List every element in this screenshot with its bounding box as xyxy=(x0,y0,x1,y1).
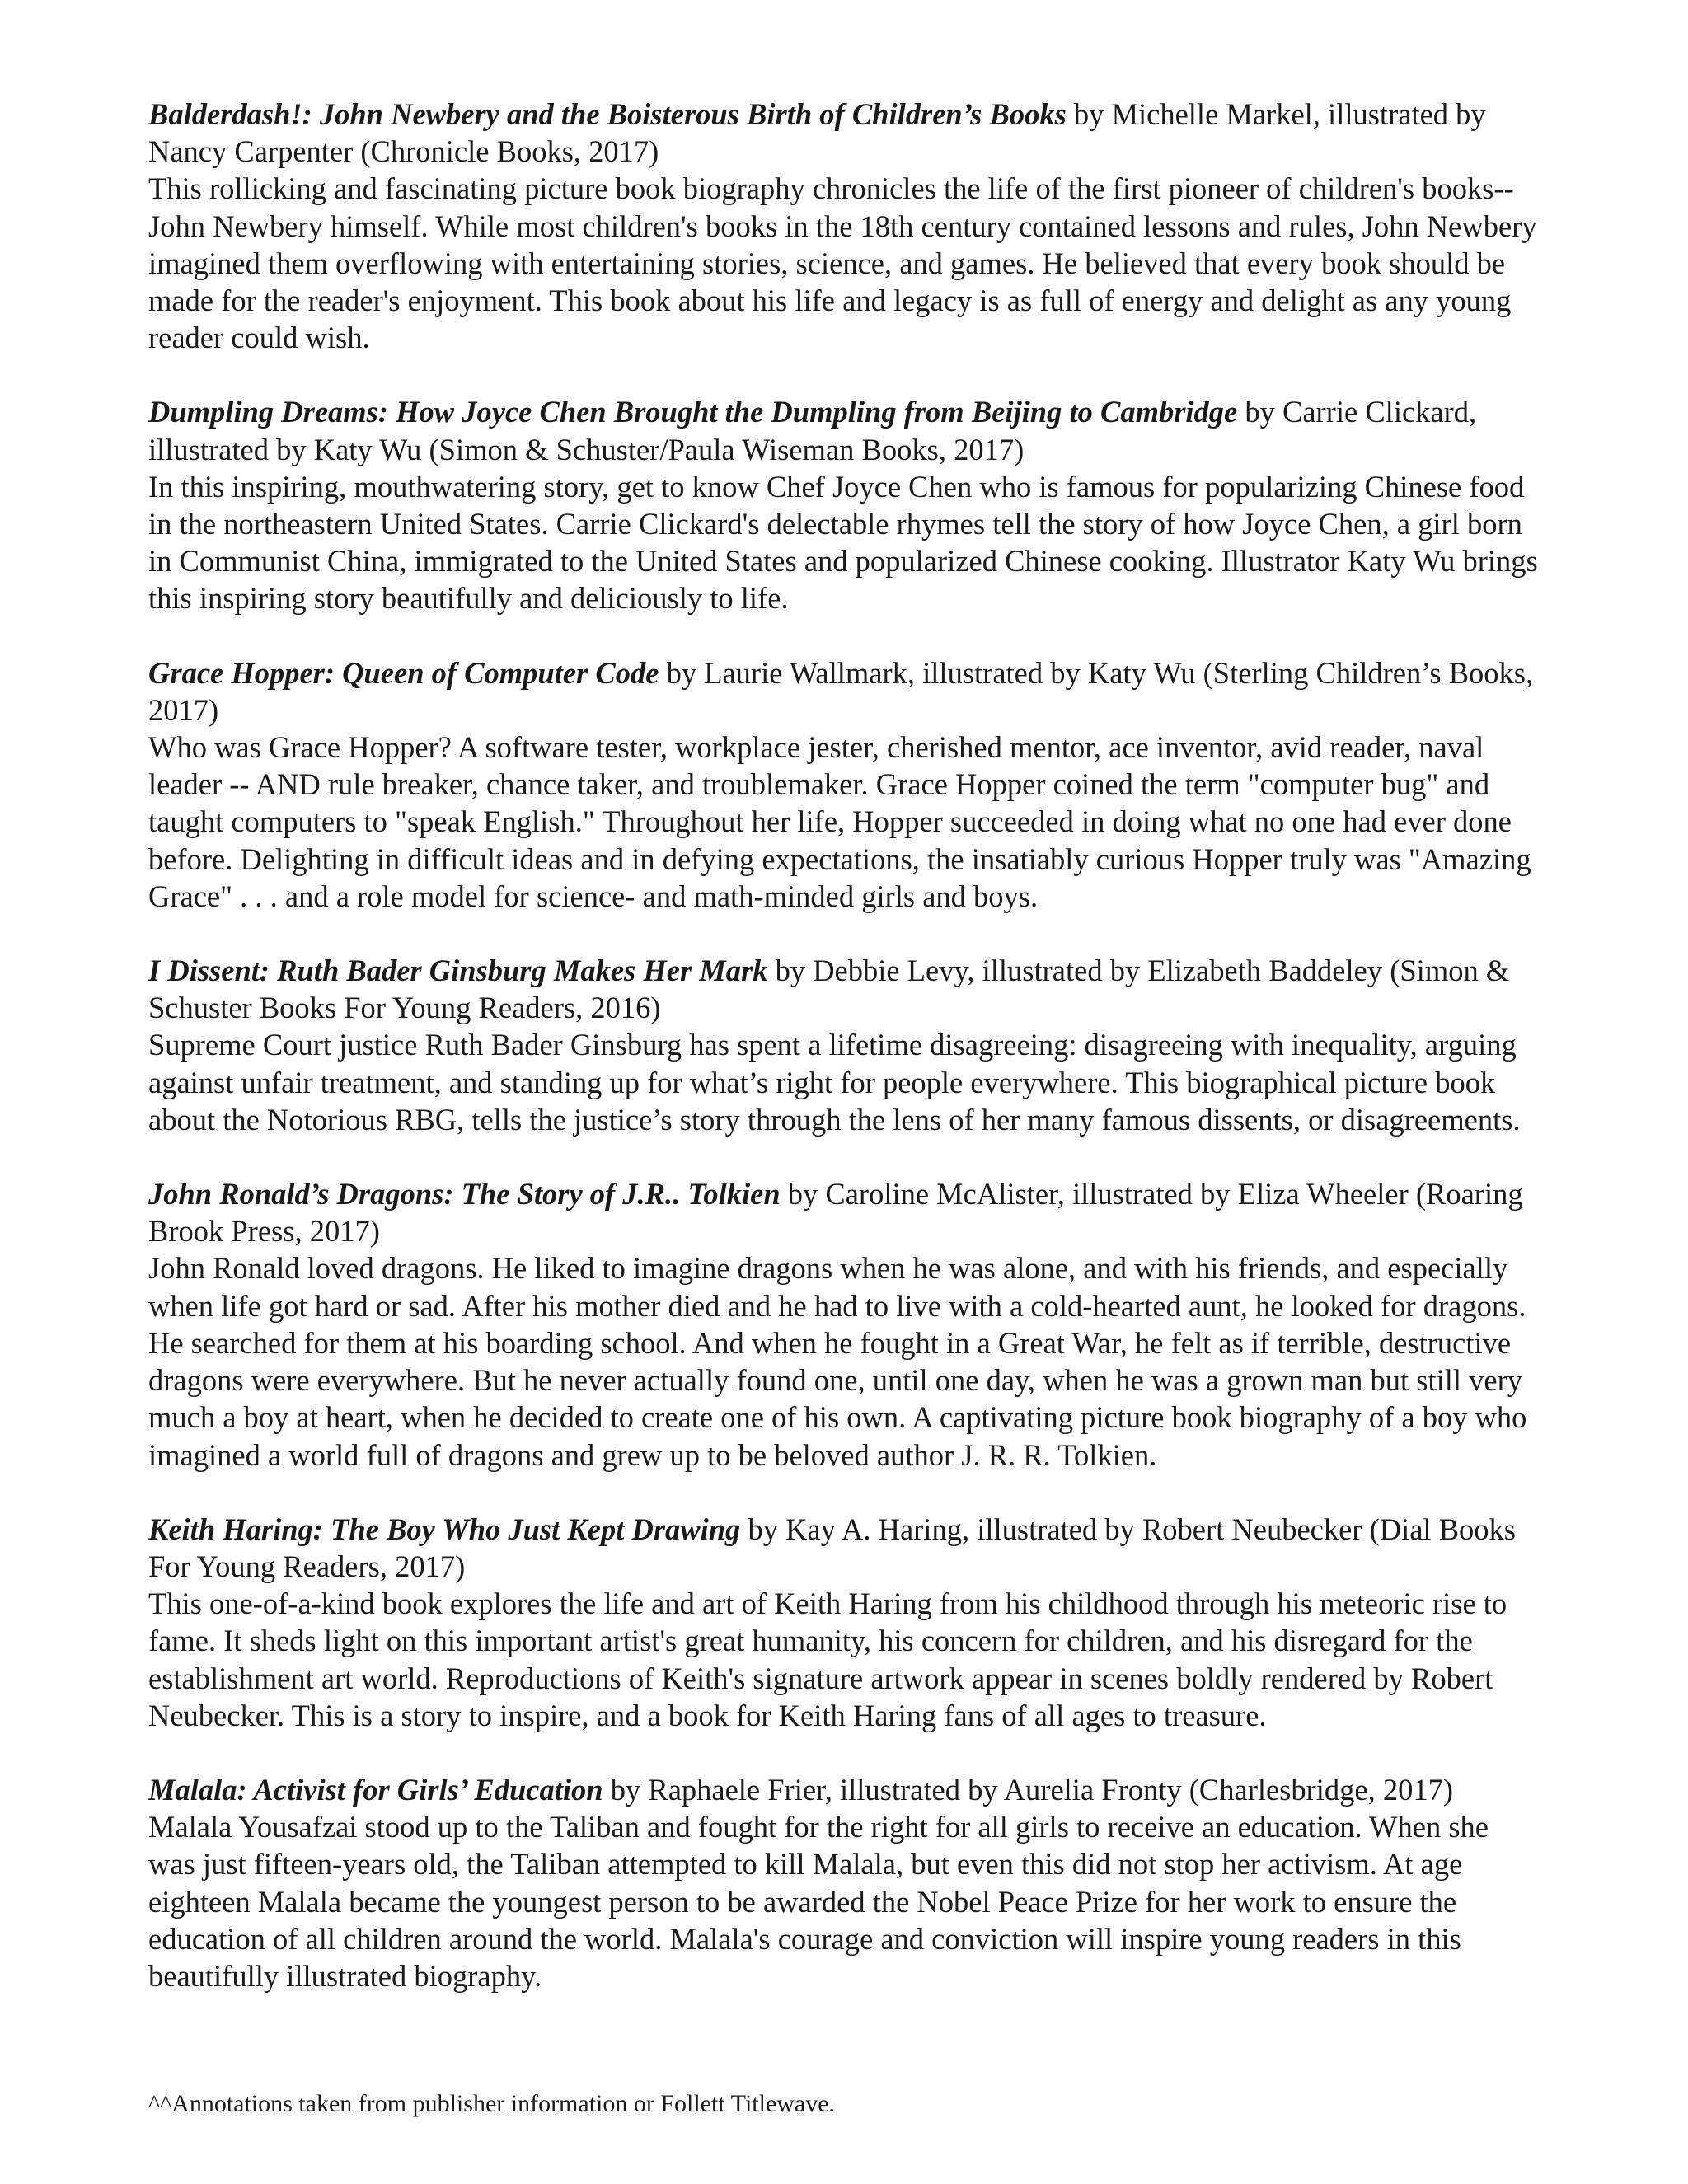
book-credits: by Kay A. Haring, illustrated by Robert Neubecker (Dial Books For Young Readers, 2017) xyxy=(148,1511,1516,1583)
book-entry xyxy=(148,654,1541,915)
book-title: Keith Haring: The Boy Who Just Kept Drawing xyxy=(148,1511,741,1546)
book-title: Balderdash!: John Newbery and the Boisterous Birth of Children’s Books xyxy=(148,97,1067,131)
book-title: Grace Hopper: Queen of Computer Code xyxy=(148,655,659,690)
book-citation xyxy=(148,952,1541,1026)
book-annotation: Supreme Court justice Ruth Bader Ginsburg has spent a lifetime disagreeing: disagreeing with inequality, arguing against unfair treatment, and standing up for what’s right for people everywhere. This biographical picture book about the Notorious RBG, tells the justice’s story through the lens of her many famous dissents, or disagreements. xyxy=(148,1028,1521,1137)
book-annotation: In this inspiring, mouthwatering story, get to know Chef Joyce Chen who is famous for popularizing Chinese food in the northeastern United States. Carrie Clickard's delectable rhymes tell the story of how Joyce Chen, a girl born in Communist China, immigrated to the United States and popularized Chinese cooking. Illustrator Katy Wu brings this inspiring story beautifully and deliciously to life. xyxy=(148,469,1538,616)
book-entry xyxy=(148,1511,1541,1734)
book-entry xyxy=(148,393,1541,616)
book-citation xyxy=(148,393,1541,467)
book-citation xyxy=(148,654,1541,729)
book-citation xyxy=(148,1175,1541,1249)
book-citation xyxy=(148,96,1541,170)
book-list xyxy=(148,96,1541,2032)
book-title: John Ronald’s Dragons: The Story of J.R.. Tolkien xyxy=(148,1177,781,1212)
book-entry xyxy=(148,1175,1541,1474)
book-entry xyxy=(148,1771,1541,1994)
book-credits: by Laurie Wallmark, illustrated by Katy Wu (Sterling Children’s Books, 2017) xyxy=(148,655,1534,727)
book-credits: by Debbie Levy, illustrated by Elizabeth Baddeley (Simon & Schuster Books For Young Readers, 2016) xyxy=(148,954,1510,1025)
book-entry xyxy=(148,96,1541,356)
book-annotation: Who was Grace Hopper? A software tester, workplace jester, cherished mentor, ace inventor, avid reader, naval leader -- AND rule breaker, chance taker, and troublemaker. Grace Hopper coined the term "computer bug" and taught computers to "speak English." Throughout her life, Hopper succeeded in doing what no one had ever done before. Delighting in difficult ideas and in defying expectations, the insatiably curious Hopper truly was "Amazing Grace" . . . and a role model for science- and math-minded girls and boys. xyxy=(148,730,1531,913)
book-annotation: This rollicking and fascinating picture book biography chronicles the life of the first pioneer of children's books--John Newbery himself. While most children's books in the 18th century contained lessons and rules, John Newbery imagined them overflowing with entertaining stories, science, and games. He believed that every book should be made for the reader's enjoyment. This book about his life and legacy is as full of energy and delight as any young reader could wish. xyxy=(148,171,1537,355)
book-citation xyxy=(148,1511,1541,1585)
book-annotation: This one-of-a-kind book explores the life and art of Keith Haring from his childhood through his meteoric rise to fame. It sheds light on this important artist's great humanity, his concern for children, and his disregard for the establishment art world. Reproductions of Keith's signature artwork appear in scenes boldly rendered by Robert Neubecker. This is a story to inspire, and a book for Keith Haring fans of all ages to treasure. xyxy=(148,1586,1507,1732)
book-entry xyxy=(148,952,1541,1138)
book-annotation: Malala Yousafzai stood up to the Taliban and fought for the right for all girls to receive an education. When she was just fifteen-years old, the Taliban attempted to kill Malala, but even this did not stop her activism. At age eighteen Malala became the youngest person to be awarded the Nobel Peace Prize for her work to ensure the education of all children around the world. Malala's courage and conviction will inspire young readers in this beautifully illustrated biography. xyxy=(148,1810,1489,1993)
book-annotation: John Ronald loved dragons. He liked to imagine dragons when he was alone, and with his friends, and especially when life got hard or sad. After his mother died and he had to live with a cold-hearted aunt, he looked for dragons. He searched for them at his boarding school. And when he fought in a Great War, he felt as if terrible, destructive dragons were everywhere. But he never actually found one, until one day, when he was a grown man but still very much a boy at heart, when he decided to create one of his own. A captivating picture book biography of a boy who imagined a world full of dragons and grew up to be beloved author J. R. R. Tolkien. xyxy=(148,1251,1527,1472)
book-title: I Dissent: Ruth Bader Ginsburg Makes Her Mark xyxy=(148,954,768,988)
footnote: ^^Annotations taken from publisher information or Follett Titlewave. xyxy=(148,2090,836,2117)
book-credits: by Raphaele Frier, illustrated by Aurelia Fronty (Charlesbridge, 2017) xyxy=(603,1772,1454,1807)
book-credits: by Michelle Markel, illustrated by Nancy Carpenter (Chronicle Books, 2017) xyxy=(148,97,1486,169)
book-credits: by Caroline McAlister, illustrated by Eliza Wheeler (Roaring Brook Press, 2017) xyxy=(148,1177,1523,1249)
book-title: Malala: Activist for Girls’ Education xyxy=(148,1772,603,1807)
book-credits: by Carrie Clickard, illustrated by Katy Wu (Simon & Schuster/Paula Wiseman Books, 2017) xyxy=(148,395,1477,466)
book-title: Dumpling Dreams: How Joyce Chen Brought the Dumpling from Beijing to Cambridge xyxy=(148,395,1238,429)
book-citation xyxy=(148,1771,1541,1808)
